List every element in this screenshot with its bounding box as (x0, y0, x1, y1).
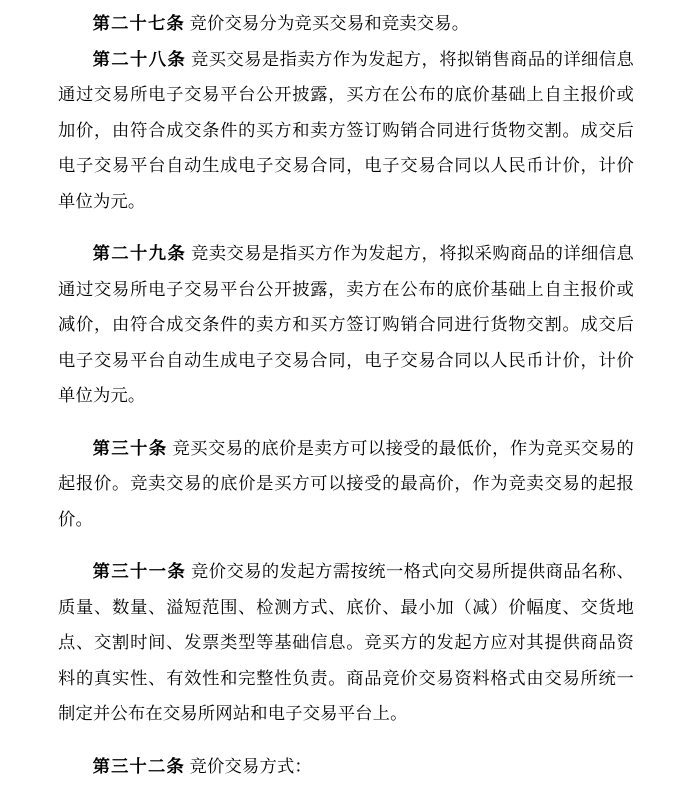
article-label-27: 第二十七条 (92, 14, 186, 33)
article-text-29: 竞卖交易是指买方作为发起方，将拟采购商品的详细信息通过交易所电子交易平台公开披露，卖方在公布的底价基础上自主报价或减价，由符合成交条件的卖方和买方签订购销合同进行货物交割。成交后电子交易平台自动生成电子交易合同，电子交易合同以人民币计价，计价单位为元。 (58, 244, 634, 405)
article-text-27: 竞价交易分为竞买交易和竞卖交易。 (185, 14, 470, 33)
article-text-31: 竞价交易的发起方需按统一格式向交易所提供商品名称、质量、数量、溢短范围、检测方式、底价、最小加（减）价幅度、交货地点、交割时间、发票类型等基础信息。竞买方的发起方应对其提供商品资料的真实性、有效性和完整性负责。商品竞价交易资料格式由交易所统一制定并公布在交易所网站和电子交易平台上。 (58, 562, 634, 723)
article-text-30: 竞买交易的底价是卖方可以接受的最低价，作为竞买交易的起报价。竞卖交易的底价是买方可以接受的最高价，作为竞卖交易的起报价。 (58, 438, 634, 529)
article-paragraph-30 (58, 431, 634, 538)
article-paragraph-31 (58, 554, 634, 732)
article-label-32: 第三十二条 (92, 756, 186, 776)
article-paragraph-27 (58, 6, 634, 42)
article-paragraph-32 (58, 749, 634, 785)
article-text-28: 竞买交易是指卖方作为发起方，将拟销售商品的详细信息通过交易所电子交易平台公开披露，买方在公布的底价基础上自主报价或加价，由符合成交条件的买方和卖方签订购销合同进行货物交割。成交后电子交易平台自动生成电子交易合同，电子交易合同以人民币计价，计价单位为元。 (58, 49, 634, 211)
article-text-32: 竞价交易方式： (185, 756, 312, 776)
article-label-30: 第三十条 (92, 438, 168, 458)
article-label-29: 第二十九条 (92, 244, 187, 263)
article-label-28: 第二十八条 (92, 49, 187, 69)
article-label-31: 第三十一条 (92, 562, 187, 581)
article-paragraph-29 (58, 236, 634, 414)
article-paragraph-28 (58, 42, 634, 220)
